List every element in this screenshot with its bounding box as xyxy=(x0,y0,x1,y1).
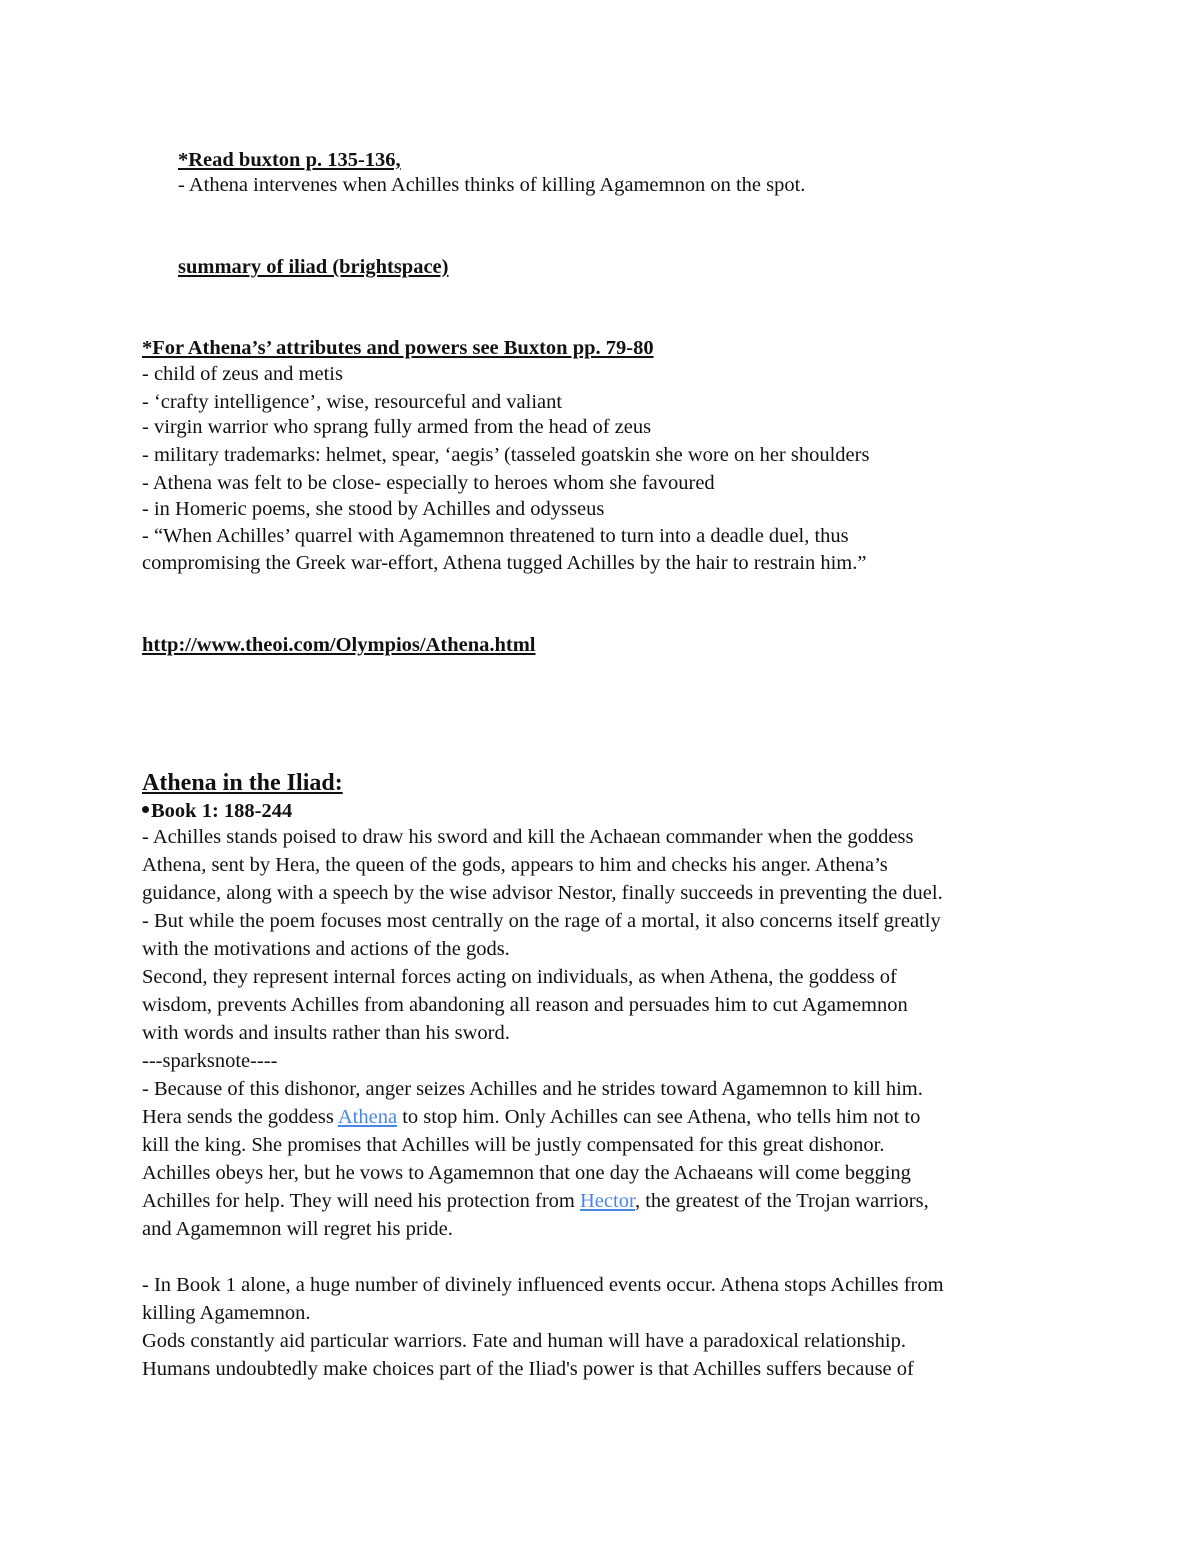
body-line: Achilles obeys her, but he vows to Agamemnon that one day the Achaeans will come begging xyxy=(142,1162,911,1184)
attribute-line: - Athena was felt to be close- especially to heroes whom she favoured xyxy=(142,472,715,494)
attribute-line: - military trademarks: helmet, spear, ‘aegis’ (tasseled goatskin she wore on her shoulders xyxy=(142,444,870,466)
body-line: Gods constantly aid particular warriors. Fate and human will have a paradoxical relationship. xyxy=(142,1330,906,1352)
body-line: wisdom, prevents Achilles from abandoning all reason and persuades him to cut Agamemnon xyxy=(142,994,908,1016)
body-line: ---sparksnote---- xyxy=(142,1050,278,1072)
book-heading-text: Book 1: 188-244 xyxy=(151,800,293,822)
body-line: Second, they represent internal forces acting on individuals, as when Athena, the goddess of xyxy=(142,966,897,988)
body-line: with words and insults rather than his sword. xyxy=(142,1022,510,1044)
body-line: and Agamemnon will regret his pride. xyxy=(142,1218,453,1240)
attribute-line: compromising the Greek war-effort, Athena tugged Achilles by the hair to restrain him.” xyxy=(142,552,867,574)
section-title-athena-iliad: Athena in the Iliad: xyxy=(142,770,343,796)
hera-text-before: Hera sends the goddess xyxy=(142,1106,338,1128)
body-line: guidance, along with a speech by the wise advisor Nestor, finally succeeds in preventing the duel. xyxy=(142,882,943,904)
attribute-line: - in Homeric poems, she stood by Achilles and odysseus xyxy=(142,498,605,520)
body-line: Humans undoubtedly make choices part of the Iliad's power is that Achilles suffers because of xyxy=(142,1358,914,1380)
bullet-icon xyxy=(142,806,149,813)
body-line-hera xyxy=(142,1103,920,1131)
body-line: - In Book 1 alone, a huge number of divinely influenced events occur. Athena stops Achilles from xyxy=(142,1274,944,1296)
body-line: killing Agamemnon. xyxy=(142,1302,311,1324)
body-line-hector xyxy=(142,1187,929,1215)
hera-text-after: to stop him. Only Achilles can see Athena, who tells him not to xyxy=(397,1106,921,1128)
book-heading xyxy=(142,797,292,825)
body-line: - Achilles stands poised to draw his sword and kill the Achaean commander when the goddess xyxy=(142,826,914,848)
body-line: Athena, sent by Hera, the queen of the gods, appears to him and checks his anger. Athena’s xyxy=(142,854,888,876)
body-line: - Because of this dishonor, anger seizes Achilles and he strides toward Agamemnon to kill him. xyxy=(142,1078,923,1100)
attribute-line: - child of zeus and metis xyxy=(142,363,343,385)
section-heading-attributes: *For Athena’s’ attributes and powers see Buxton pp. 79-80 xyxy=(142,337,654,359)
note-line: - Athena intervenes when Achilles thinks of killing Agamemnon on the spot. xyxy=(178,174,806,196)
body-line: with the motivations and actions of the gods. xyxy=(142,938,510,960)
hector-text-before: Achilles for help. They will need his protection from xyxy=(142,1190,580,1212)
section-heading-read-buxton: *Read buxton p. 135-136, xyxy=(178,149,401,171)
athena-link[interactable]: Athena xyxy=(337,1106,398,1128)
body-line: kill the king. She promises that Achilles will be justly compensated for this great dishonor. xyxy=(142,1134,885,1156)
attribute-line: - ‘crafty intelligence’, wise, resourceful and valiant xyxy=(142,391,563,413)
section-heading-summary: summary of iliad (brightspace) xyxy=(178,256,449,278)
body-line: - But while the poem focuses most centrally on the rage of a mortal, it also concerns itself greatly xyxy=(142,910,941,932)
attribute-line: - “When Achilles’ quarrel with Agamemnon threatened to turn into a deadle duel, thus xyxy=(142,525,849,547)
attribute-line: - virgin warrior who sprang fully armed from the head of zeus xyxy=(142,416,652,438)
hector-text-after: , the greatest of the Trojan warriors, xyxy=(634,1190,929,1212)
hector-link[interactable]: Hector xyxy=(580,1190,635,1212)
theoi-link[interactable]: http://www.theoi.com/Olympios/Athena.html xyxy=(142,634,536,656)
